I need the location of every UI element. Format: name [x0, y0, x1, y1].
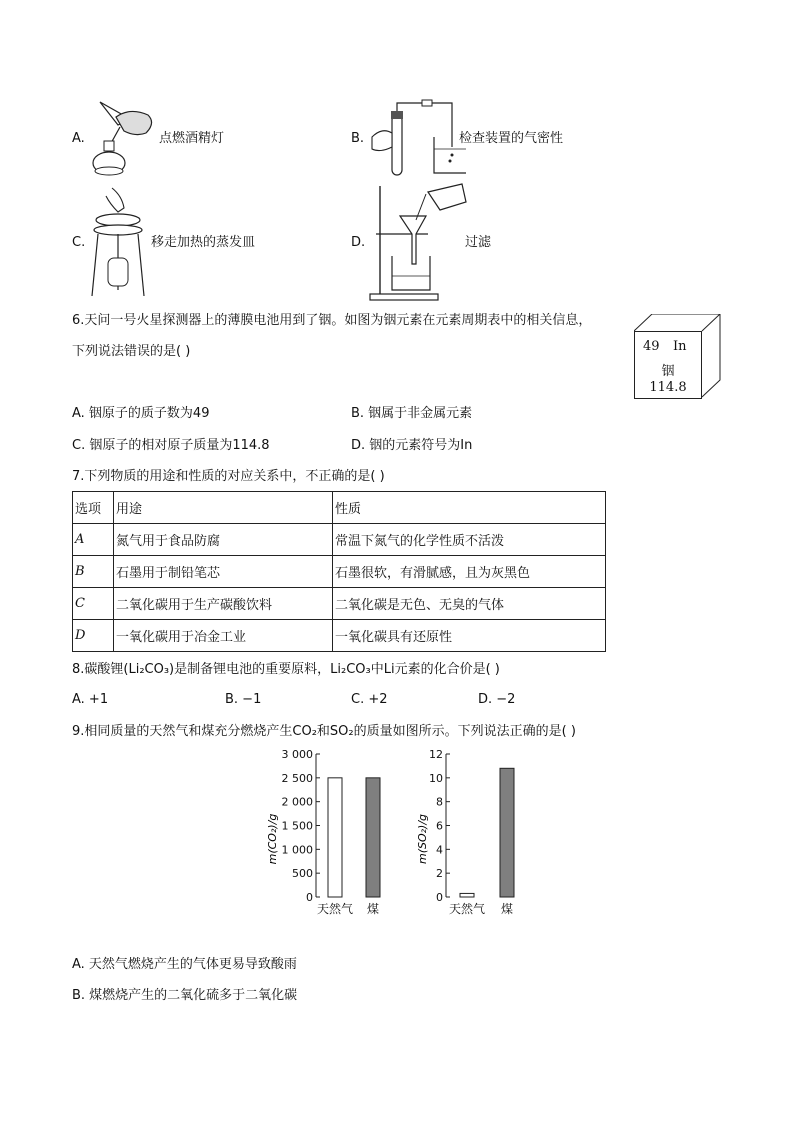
so2-bar-chart	[412, 744, 532, 920]
q9-option-b: B. 煤燃烧产生的二氧化硫多于二氧化碳	[72, 988, 298, 1003]
y-tick-label: 1 000	[281, 843, 313, 857]
row-option: B	[73, 556, 114, 588]
y-tick-label: 500	[292, 867, 313, 881]
y-tick-label: 1 500	[281, 819, 313, 833]
q6-option-b: B. 铟属于非金属元素	[351, 406, 473, 421]
table-row	[73, 588, 606, 620]
y-tick-label: 3 000	[281, 748, 313, 761]
q6-option-a: A. 铟原子的质子数为49	[72, 406, 210, 421]
q6-option-d: D. 铟的元素符号为In	[351, 438, 473, 453]
bar-coal	[500, 768, 514, 897]
row-option: A	[73, 524, 114, 556]
q8-stem: 8.碳酸锂(Li₂CO₃)是制备锂电池的重要原料，Li₂CO₃中Li元素的化合价是( )	[72, 662, 500, 677]
element-symbol: In	[673, 339, 687, 354]
y-tick-label: 0	[306, 891, 313, 904]
row-property: 一氧化碳具有还原性	[333, 620, 606, 652]
y-tick-label: 2 000	[281, 795, 313, 809]
q6-option-c: C. 铟原子的相对原子质量为114.8	[72, 438, 270, 453]
q8-option-b: B. −1	[225, 692, 262, 707]
atomic-number: 49	[643, 339, 660, 354]
bar-natural-gas	[460, 893, 474, 897]
row-option: D	[73, 620, 114, 652]
bar-natural-gas	[328, 778, 342, 897]
filtration-illustration	[366, 180, 470, 304]
co2-bar-chart	[262, 744, 402, 920]
row-property: 石墨很软，有滑腻感，且为灰黑色	[333, 556, 606, 588]
table-row	[73, 524, 606, 556]
table-header-row	[73, 492, 606, 524]
q7-table	[72, 491, 606, 652]
alcohol-lamp-lighting-illustration	[90, 97, 160, 179]
q5-option-c-letter: C.	[72, 235, 86, 250]
row-use: 一氧化碳用于冶金工业	[114, 620, 333, 652]
header-use: 用途	[114, 492, 333, 524]
y-tick-label: 4	[436, 843, 443, 857]
header-property: 性质	[333, 492, 606, 524]
element-name: 铟	[661, 364, 675, 379]
bar-coal	[366, 778, 380, 897]
atomic-mass: 114.8	[649, 380, 687, 395]
y-tick-label: 2	[436, 867, 443, 881]
q5-option-b-letter: B.	[351, 131, 365, 146]
q8-option-a: A. +1	[72, 692, 109, 707]
x-category-label: 天然气	[448, 902, 486, 916]
q5-option-a-letter: A.	[72, 131, 85, 146]
y-tick-label: 6	[436, 819, 443, 833]
airtightness-check-illustration	[366, 97, 466, 179]
y-tick-label: 12	[429, 748, 443, 761]
row-property: 常温下氮气的化学性质不活泼	[333, 524, 606, 556]
table-row	[73, 620, 606, 652]
x-category-label: 天然气	[316, 902, 354, 916]
x-category-label: 煤	[366, 902, 380, 916]
indium-element-card	[634, 331, 702, 399]
q5-option-d-text: 过滤	[465, 235, 492, 250]
header-option: 选项	[73, 492, 114, 524]
y-tick-label: 2 500	[281, 771, 313, 785]
table-row	[73, 556, 606, 588]
row-use: 氮气用于食品防腐	[114, 524, 333, 556]
q7-stem: 7.下列物质的用途和性质的对应关系中，不正确的是( )	[72, 469, 385, 484]
q9-option-a: A. 天然气燃烧产生的气体更易导致酸雨	[72, 957, 297, 972]
row-use: 石墨用于制铅笔芯	[114, 556, 333, 588]
q6-stem-line1: 6.天问一号火星探测器上的薄膜电池用到了铟。如图为铟元素在元素周期表中的相关信息，	[72, 313, 592, 328]
x-category-label: 煤	[500, 902, 514, 916]
q9-stem: 9.相同质量的天然气和煤充分燃烧产生CO₂和SO₂的质量如图所示。下列说法正确的是( )	[72, 724, 576, 739]
y-tick-label: 8	[436, 795, 443, 809]
row-option: C	[73, 588, 114, 620]
q8-option-d: D. −2	[478, 692, 516, 707]
row-property: 二氧化碳是无色、无臭的气体	[333, 588, 606, 620]
co2-ylabel: m(CO₂)/g	[266, 813, 279, 865]
q8-option-c: C. +2	[351, 692, 388, 707]
q5-option-d-letter: D.	[351, 235, 366, 250]
y-tick-label: 0	[436, 891, 443, 904]
q6-stem-line2: 下列说法错误的是( )	[72, 344, 191, 359]
row-use: 二氧化碳用于生产碳酸饮料	[114, 588, 333, 620]
q5-option-a-text: 点燃酒精灯	[159, 131, 225, 146]
q5-option-b-text: 检查装置的气密性	[459, 131, 564, 146]
y-tick-label: 10	[429, 771, 443, 785]
q5-option-c-text: 移走加热的蒸发皿	[151, 235, 256, 250]
evaporating-dish-illustration	[88, 186, 152, 300]
so2-ylabel: m(SO₂)/g	[416, 813, 429, 865]
